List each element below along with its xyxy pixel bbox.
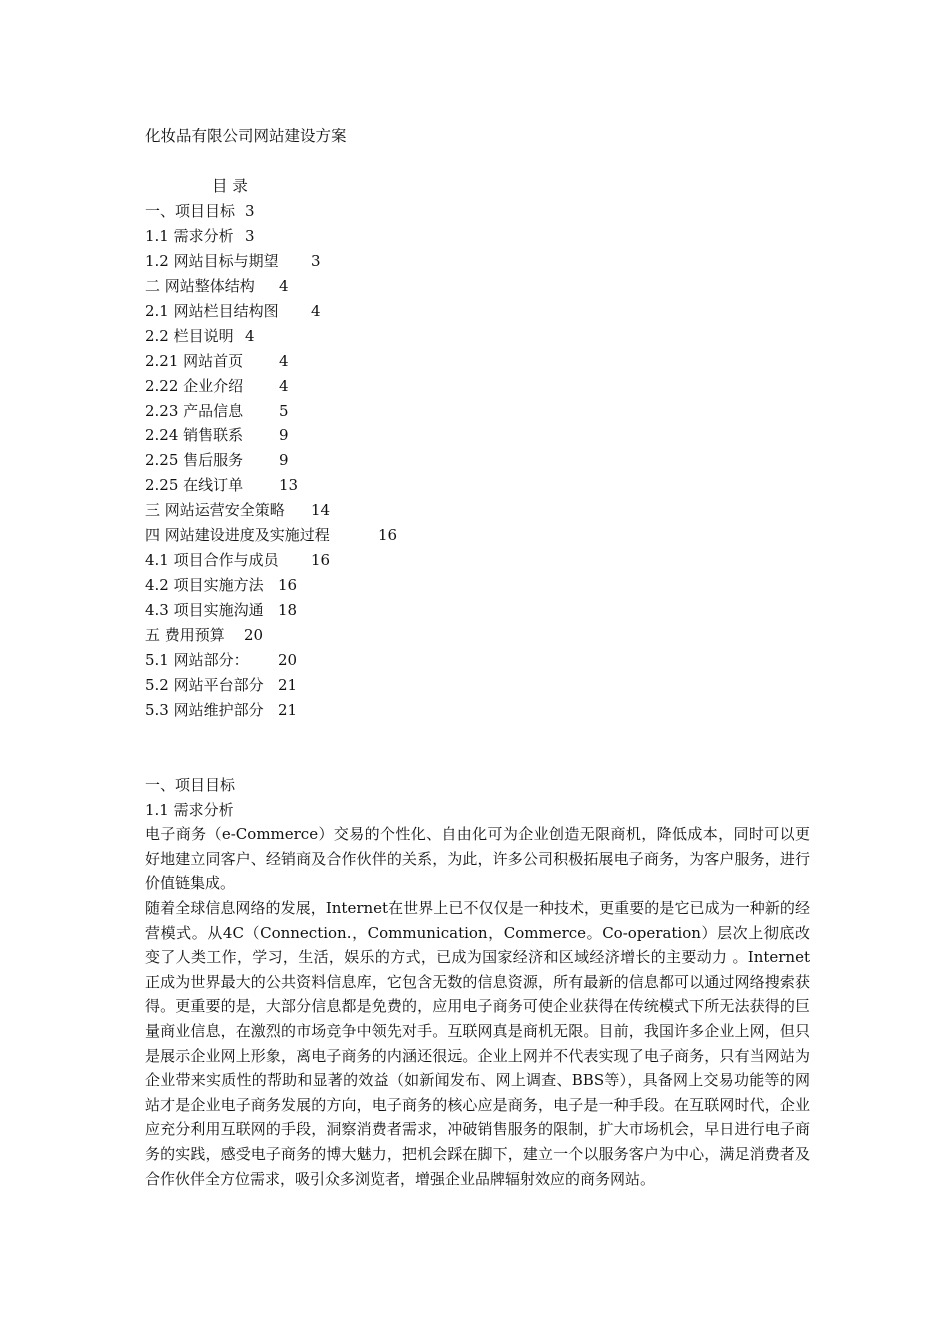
body-paragraph: 电子商务（e-Commerce）交易的个性化、自由化可为企业创造无限商机，降低成本，同时可以更好地建立同客户、经销商及合作伙伴的关系，为此，许多公司积极拓展电子商务，为客户服务，进行价值链集成。 (145, 825, 810, 893)
toc-entry-page: 18 (278, 601, 298, 619)
toc-entry-page: 13 (279, 476, 299, 495)
toc-entry-text: 2.22 企业介绍 (145, 376, 244, 395)
toc-entry (145, 251, 330, 276)
toc-entry-page: 21 (278, 675, 298, 694)
toc-entry (145, 625, 330, 650)
toc-entry-page: 21 (278, 700, 298, 719)
document-body (145, 773, 810, 1191)
toc-entry (145, 401, 330, 426)
toc-entry-page: 20 (244, 625, 264, 644)
toc-entry (145, 525, 398, 550)
toc-entry (145, 700, 330, 725)
toc-entry-page: 9 (279, 426, 289, 445)
toc-entry-text: 1.1 需求分析 (145, 226, 234, 245)
toc-entry (145, 650, 330, 675)
toc-entry (145, 226, 330, 251)
toc-entry-text: 2.25 售后服务 (145, 451, 244, 470)
toc-entry-page: 16 (278, 576, 298, 595)
toc-entry-page: 16 (311, 551, 331, 570)
toc-entry (145, 201, 330, 226)
subsection-heading: 1.1 需求分析 (145, 800, 234, 819)
table-of-contents (145, 201, 398, 725)
toc-entry-text: 5.1 网站部分： (145, 650, 249, 669)
toc-entry-text: 5.3 网站维护部分 (145, 700, 264, 719)
toc-entry-text: 2.24 销售联系 (145, 426, 244, 445)
toc-entry-page: 3 (311, 251, 321, 270)
toc-entry-page: 4 (245, 326, 255, 345)
toc-entry-text: 三 网站运营安全策略 (145, 501, 285, 520)
toc-entry-text: 1.2 网站目标与期望 (145, 251, 279, 270)
toc-entry (145, 675, 330, 700)
toc-entry (145, 276, 330, 301)
section-heading: 一、项目目标 (145, 776, 236, 794)
toc-entry-text: 四 网站建设进度及实施过程 (145, 526, 330, 545)
toc-entry-text: 5.2 网站平台部分 (145, 675, 264, 694)
toc-entry (145, 575, 330, 600)
toc-entry-page: 14 (311, 501, 331, 520)
toc-entry (145, 376, 330, 401)
toc-entry-text: 五 费用预算 (145, 625, 225, 644)
toc-entry-page: 4 (279, 351, 289, 370)
toc-entry (145, 475, 330, 500)
toc-entry-page: 9 (279, 451, 289, 470)
toc-entry (145, 550, 330, 575)
toc-entry-page: 16 (378, 526, 398, 545)
toc-entry-page: 4 (279, 276, 289, 295)
toc-entry (145, 600, 330, 625)
toc-entry (145, 326, 330, 351)
toc-entry-page: 5 (279, 401, 289, 420)
toc-entry-text: 二 网站整体结构 (145, 276, 255, 295)
toc-heading: 目 录 (212, 177, 248, 195)
toc-entry (145, 425, 330, 450)
toc-entry-text: 4.1 项目合作与成员 (145, 551, 279, 570)
toc-entry-text: 一、项目目标 (145, 202, 236, 220)
toc-entry-page: 3 (245, 202, 255, 220)
toc-entry (145, 500, 330, 525)
toc-entry (145, 301, 330, 326)
toc-entry-text: 4.3 项目实施沟通 (145, 601, 264, 619)
toc-entry (145, 450, 330, 475)
toc-entry-text: 2.21 网站首页 (145, 351, 244, 370)
toc-entry-text: 2.1 网站栏目结构图 (145, 301, 279, 320)
body-paragraph: 随着全球信息网络的发展，Internet在世界上已不仅仅是一种技术，更重要的是它已成为一种新的经营模式。从4C（Connection.，Communication，Commerce。Co-operation）层次上彻底改变了人类工作，学习，生活，娱乐的方式，已成为国家经济和区域经济增长的主要动力 。Internet正成为世界最大的公共资料信息库，它包含无数的信息资源，所有最新的信息都可以通过网络搜索获得。更重要的是，大部分信息都是免费的，应用电子商务可使企业获得在传统模式下所无法获得的巨量商业信息，在激烈的市场竞争中领先对手。互联网真是商机无限。目前，我国许多企业上网，但只是展示企业网上形象，离电子商务的内涵还很远。企业上网并不代表实现了电子商务，只有当网站为企业带来实质性的帮助和显著的效益（如新闻发布、网上调查、BBS等），具备网上交易功能等的网站才是企业电子商务发展的方向，电子商务的核心应是商务，电子是一种手段。在互联网时代，企业应充分利用互联网的手段，洞察消费者需求，冲破销售服务的限制，扩大市场机会，早日进行电子商务的实践，感受电子商务的博大魅力，把机会踩在脚下，建立一个以服务客户为中心，满足消费者及合作伙伴全方位需求，吸引众多浏览者，增强企业品牌辐射效应的商务网站。 (145, 898, 810, 1188)
toc-entry-text: 2.25 在线订单 (145, 476, 244, 495)
toc-entry-text: 2.23 产品信息 (145, 401, 244, 420)
toc-entry-page: 4 (279, 376, 289, 395)
toc-entry-text: 4.2 项目实施方法 (145, 576, 264, 595)
toc-entry-page: 4 (311, 301, 321, 320)
toc-entry-page: 3 (245, 226, 255, 245)
toc-entry-text: 2.2 栏目说明 (145, 326, 234, 345)
toc-entry (145, 351, 330, 376)
toc-entry-page: 20 (278, 650, 298, 669)
document-title: 化妆品有限公司网站建设方案 (145, 127, 347, 145)
